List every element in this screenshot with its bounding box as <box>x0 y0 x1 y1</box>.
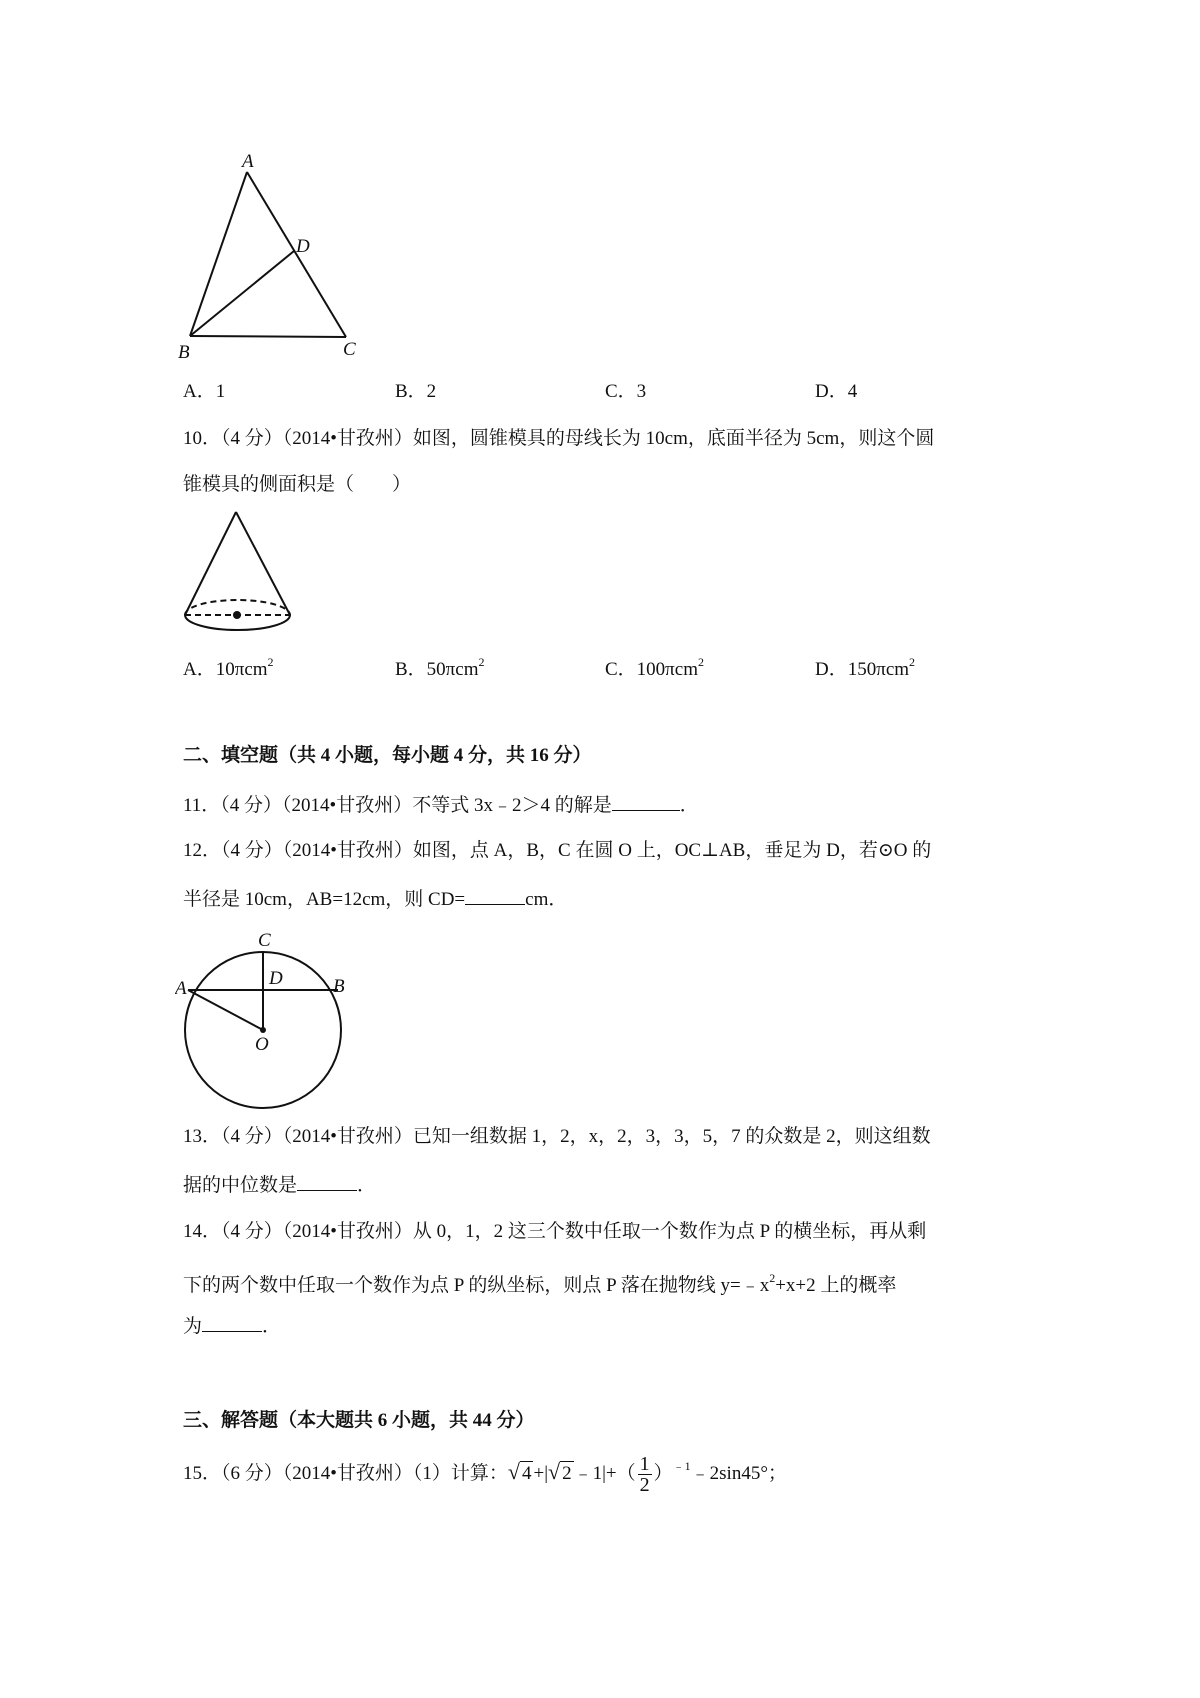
q10-option-b-text: B．50πcm <box>395 659 479 680</box>
label-c: C <box>258 930 271 951</box>
q10-line-1: 10．（4 分）（2014•甘孜州）如图，圆锥模具的母线长为 10cm，底面半径为 5cm，则这个圆 <box>183 428 935 449</box>
q11-text: 11．（4 分）（2014•甘孜州）不等式 3x﹣2＞4 的解是 <box>183 795 612 816</box>
q10-option-b <box>395 650 484 682</box>
q15 <box>183 1454 787 1495</box>
q15-plus-abs: +| <box>533 1463 549 1484</box>
label-d: D <box>296 236 310 257</box>
q15-sqrt-2: 2 <box>562 1463 572 1484</box>
q15-sqrt-4: 4 <box>521 1463 532 1484</box>
q10-option-c <box>605 650 704 682</box>
cone-figure <box>178 508 298 638</box>
q12-line-2-post: cm． <box>525 889 568 910</box>
q10-option-d <box>815 650 915 682</box>
q11 <box>183 792 699 818</box>
q15-close: ） <box>653 1463 673 1484</box>
q15-tail: ﹣2sin45°； <box>690 1463 787 1484</box>
q13-line-2 <box>183 1172 376 1198</box>
q12-line-2-pre: 半径是 10cm，AB=12cm，则 CD= <box>183 889 466 910</box>
triangle-figure <box>175 150 375 365</box>
q14-line-3-post: ． <box>262 1316 282 1337</box>
q13-line-2-pre: 据的中位数是 <box>183 1175 298 1196</box>
label-d: D <box>269 968 283 989</box>
q14-blank <box>202 1313 262 1332</box>
q11-blank <box>612 792 680 811</box>
q15-minus-one: ﹣1|+（ <box>573 1463 636 1484</box>
q14-line-3 <box>183 1313 281 1339</box>
q10-option-c-sup: 2 <box>697 655 704 669</box>
q13-line-1: 13．（4 分）（2014•甘孜州）已知一组数据 1，2，x，2，3，3，5，7 的众数是 2，则这组数 <box>183 1126 931 1147</box>
label-a: A <box>242 151 254 172</box>
q10-option-a <box>183 650 274 682</box>
q14-line-3-pre: 为 <box>183 1316 203 1337</box>
q10-option-b-sup: 2 <box>478 655 485 669</box>
q10-option-a-text: A．10πcm <box>183 659 268 680</box>
q12-line-2 <box>183 886 567 912</box>
section-2-title: 二、填空题（共 4 小题，每小题 4 分，共 16 分） <box>183 745 592 766</box>
label-a: A <box>175 978 187 999</box>
label-b: B <box>333 976 345 997</box>
q10-option-d-text: D．150πcm <box>815 659 910 680</box>
q15-fraction <box>638 1454 652 1495</box>
sqrt-icon: √ <box>548 1459 561 1484</box>
circle-figure <box>175 922 365 1112</box>
q11-end: ． <box>679 795 699 816</box>
q13-blank <box>297 1172 357 1191</box>
label-b: B <box>178 342 190 363</box>
q10-option-c-text: C．100πcm <box>605 659 698 680</box>
section-3-title: 三、解答题（本大题共 6 小题，共 44 分） <box>183 1410 535 1431</box>
q14-line-2 <box>183 1266 896 1298</box>
sqrt-icon: √ <box>507 1459 520 1484</box>
q12-blank <box>465 886 525 905</box>
q13-line-2-post: ． <box>357 1175 377 1196</box>
q15-prefix: 15．（6 分）（2014•甘孜州）（1）计算： <box>183 1463 508 1484</box>
q14-line-2-sup: 2 <box>769 1271 776 1285</box>
q10-line-2: 锥模具的侧面积是（ ） <box>183 474 412 495</box>
q9-option-d: D．4 <box>815 381 858 402</box>
q15-exp: ﹣1 <box>672 1459 691 1473</box>
q15-frac-num: 1 <box>639 1453 650 1476</box>
q14-line-2-pre: 下的两个数中任取一个数作为点 P 的纵坐标，则点 P 落在抛物线 y=﹣x <box>183 1275 770 1296</box>
q12-line-1: 12．（4 分）（2014•甘孜州）如图，点 A，B，C 在圆 O 上，OC⊥AB，垂足为 D，若⊙O 的 <box>183 840 932 861</box>
label-c: C <box>343 339 356 360</box>
q10-option-a-sup: 2 <box>267 655 274 669</box>
q14-line-1: 14．（4 分）（2014•甘孜州）从 0，1，2 这三个数中任取一个数作为点 P 的横坐标，再从剩 <box>183 1221 927 1242</box>
q9-option-c: C．3 <box>605 381 647 402</box>
q9-option-a: A．1 <box>183 381 226 402</box>
label-o: O <box>255 1034 269 1055</box>
q10-option-d-sup: 2 <box>909 655 916 669</box>
q14-line-2-post: +x+2 上的概率 <box>775 1275 897 1296</box>
q15-frac-den: 2 <box>639 1474 650 1497</box>
q9-option-b: B．2 <box>395 381 437 402</box>
